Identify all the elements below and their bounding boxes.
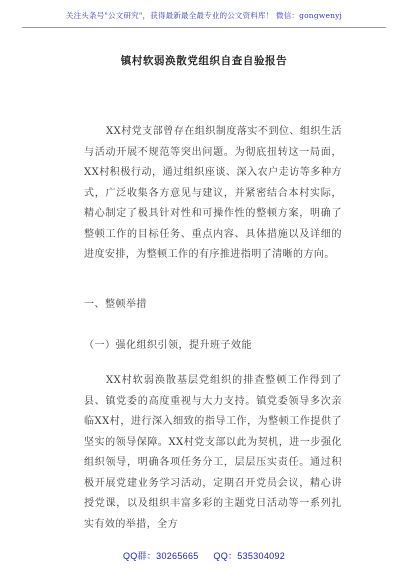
body-paragraph: XX村软弱涣散基层党组织的排查整顿工作得到了县、镇党委的高度重视与大力支持。镇党委领导多次亲临XX村，进行深入细致的指导工作，为整顿工作提供了坚实的领导保障。XX村党支部以此为契机，进一步强化组织领导，明确各项任务分工，层层压实责任。通过积极开展党建业务学习活动，定期召开党员会议，精心讲授党课，以及组织丰富多彩的主题党日活动等一系列扎实有效的举措，全方 [84,375,342,530]
intro-paragraph: XX村党支部曾存在组织制度落实不到位、组织生活与活动开展不规范等突出问题。为彻底扭转这一局面，XX村积极行动，通过组织座谈、深入农户走访等多种方式，广泛收集各方意见与建议，并紧密结合本村实际，精心制定了极具针对性和可操作性的整顿方案，明确了整顿工作的目标任务、重点内容、具体措施以及详细的进度安排，为整顿工作的有序推进指明了清晰的方向。 [84,126,342,260]
document-title: 镇村软弱涣散党组织自查自验报告 [120,55,288,67]
subsection-heading: （一）强化组织引领，提升班子效能 [84,340,252,351]
header-divider [22,27,386,28]
header-notice: 关注头条号"公文研究"，获得最新最全最专业的公文资料库！ 微信：gongwenyj [65,11,343,20]
footer-contact [0,549,408,562]
section-heading: 一、整顿举措 [84,299,147,310]
footer-qq-group: QQ群：30265665 [122,551,199,561]
footer-qq: QQ：535304092 [213,551,286,561]
